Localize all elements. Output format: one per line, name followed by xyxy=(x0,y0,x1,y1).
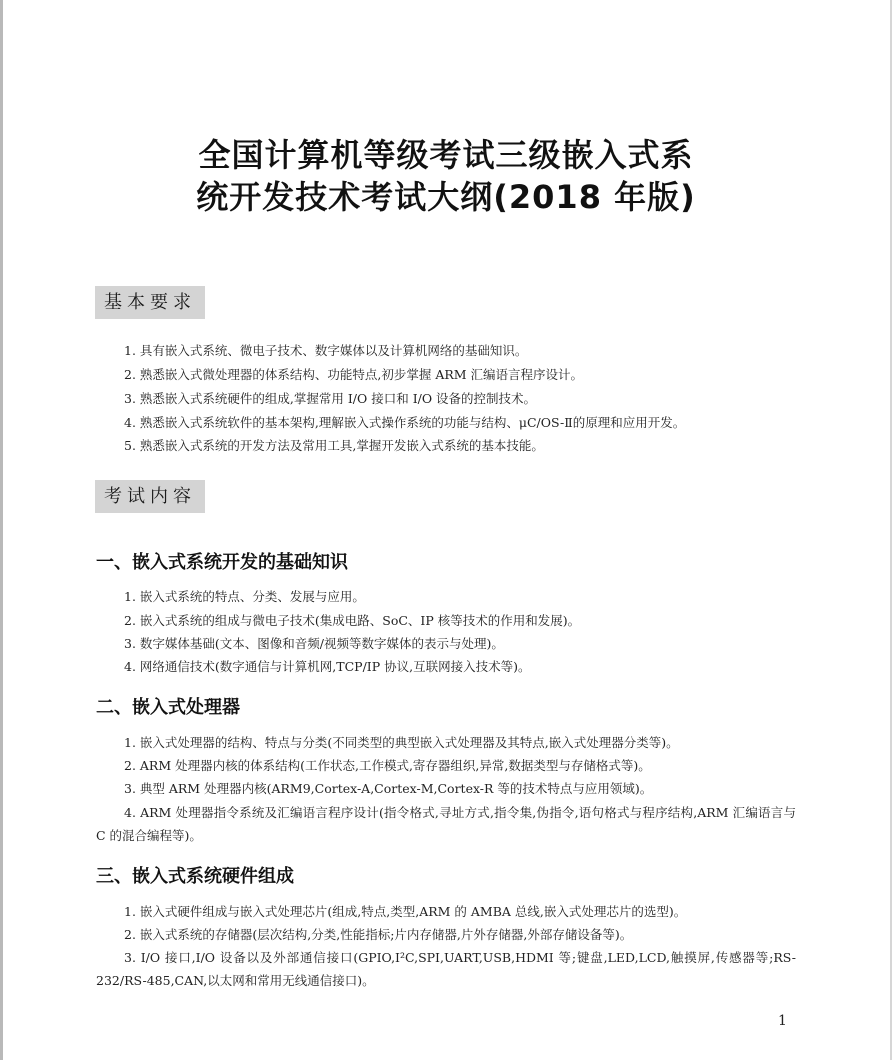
list-item: 4. ARM 处理器指令系统及汇编语言程序设计(指令格式,寻址方式,指令集,伪指令,语句格式与程序结构,ARM 汇编语言与 C 的混合编程等)。 xyxy=(96,805,796,843)
section-title: 二、嵌入式处理器 xyxy=(96,697,240,718)
list-item: 2. 熟悉嵌入式微处理器的体系结构、功能特点,初步掌握 ARM 汇编语言程序设计。 xyxy=(124,367,584,382)
list-item: 4. 熟悉嵌入式系统软件的基本架构,理解嵌入式操作系统的功能与结构、μC/OS-Ⅱ的原理和应用开发。 xyxy=(124,415,686,430)
section-title: 三、嵌入式系统硬件组成 xyxy=(96,866,294,887)
basic-requirements-heading: 基本要求 xyxy=(95,286,205,319)
list-item: 2. 嵌入式系统的组成与微电子技术(集成电路、SoC、IP 核等技术的作用和发展)。 xyxy=(124,613,581,628)
document-title-line-2: 统开发技术考试大纲(2018 年版) xyxy=(196,178,696,216)
list-item: 1. 具有嵌入式系统、微电子技术、数字媒体以及计算机网络的基础知识。 xyxy=(124,343,528,358)
page-number: 1 xyxy=(778,1013,787,1029)
exam-content-heading: 考试内容 xyxy=(95,480,205,513)
list-item: 3. 熟悉嵌入式系统硬件的组成,掌握常用 I/O 接口和 I/O 设备的控制技术。 xyxy=(124,391,537,406)
list-item: 2. 嵌入式系统的存储器(层次结构,分类,性能指标;片内存储器,片外存储器,外部存储设备等)。 xyxy=(124,927,633,942)
list-item: 4. 网络通信技术(数字通信与计算机网,TCP/IP 协议,互联网接入技术等)。 xyxy=(124,659,531,674)
list-item: 1. 嵌入式系统的特点、分类、发展与应用。 xyxy=(124,589,365,604)
list-item: 3. 数字媒体基础(文本、图像和音频/视频等数字媒体的表示与处理)。 xyxy=(124,636,504,651)
section-title: 一、嵌入式系统开发的基础知识 xyxy=(96,552,348,573)
list-item: 3. I/O 接口,I/O 设备以及外部通信接口(GPIO,I²C,SPI,UART,USB,HDMI 等;键盘,LED,LCD,触摸屏,传感器等;RS-232/RS-485,CAN,以太网和常用无线通信接口)。 xyxy=(96,950,796,988)
document-title-line-1: 全国计算机等级考试三级嵌入式系 xyxy=(198,136,694,174)
list-item: 5. 熟悉嵌入式系统的开发方法及常用工具,掌握开发嵌入式系统的基本技能。 xyxy=(124,438,544,453)
list-item: 2. ARM 处理器内核的体系结构(工作状态,工作模式,寄存器组织,异常,数据类型与存储格式等)。 xyxy=(124,758,651,773)
list-item: 1. 嵌入式硬件组成与嵌入式处理芯片(组成,特点,类型,ARM 的 AMBA 总线,嵌入式处理芯片的选型)。 xyxy=(124,904,687,919)
list-item: 3. 典型 ARM 处理器内核(ARM9,Cortex-A,Cortex-M,Cortex-R 等的技术特点与应用领域)。 xyxy=(124,781,653,796)
list-item: 1. 嵌入式处理器的结构、特点与分类(不同类型的典型嵌入式处理器及其特点,嵌入式处理器分类等)。 xyxy=(124,735,679,750)
